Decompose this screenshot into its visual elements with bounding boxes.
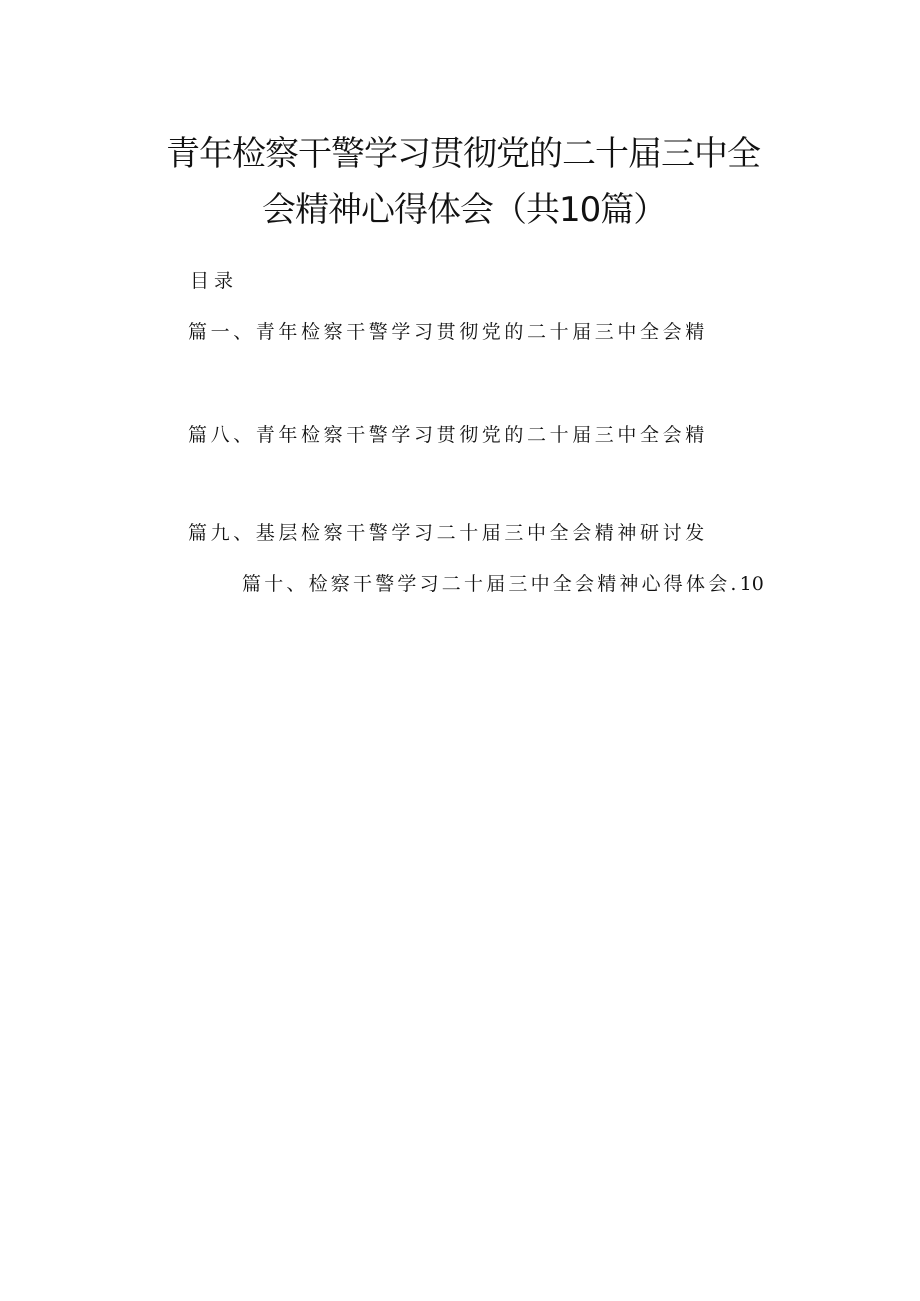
toc-entry-10[interactable] [242,571,764,597]
toc-entry-1[interactable] [188,319,708,345]
toc-entry-text: 篇八、青年检察干警学习贯彻党的二十届三中全会精 [188,424,708,446]
toc-page-number: 10 [739,573,764,595]
toc-entry-8[interactable] [188,422,708,448]
toc-entry-text: 篇一、青年检察干警学习贯彻党的二十届三中全会精 [188,321,708,343]
toc-heading: 目录 [190,270,239,292]
toc-entry-text: 篇九、基层检察干警学习二十届三中全会精神研讨发 [188,522,708,544]
document-title-line-1: 青年检察干警学习贯彻党的二十届三中全 [166,134,760,174]
toc-entry-text: 篇十、检察干警学习二十届三中全会精神心得体会. [242,573,740,595]
toc-entry-9[interactable] [188,520,708,546]
document-title-line-2: 会精神心得体会（共10篇） [262,190,667,230]
